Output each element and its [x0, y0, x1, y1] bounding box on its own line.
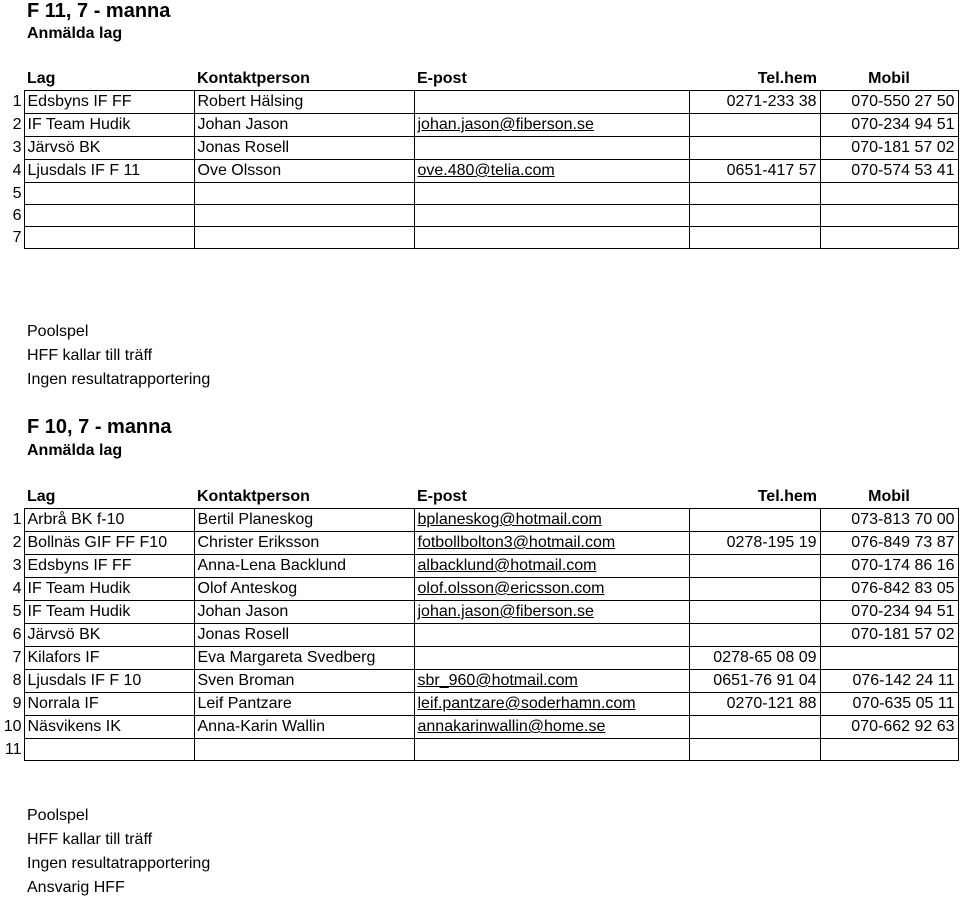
cell-num: 4	[12, 162, 22, 179]
cell-phone	[689, 227, 820, 249]
cell-team: Edsbyns IF FF	[24, 91, 194, 114]
header-mobile: Mobil	[868, 70, 910, 87]
cell-team: Norrala IF	[24, 693, 194, 716]
cell-contact	[194, 205, 414, 227]
cell-contact: Eva Margareta Svedberg	[194, 647, 414, 670]
table-row	[0, 716, 958, 739]
cell-email: bplaneskog@hotmail.com	[414, 509, 689, 532]
header-phone: Tel.hem	[757, 70, 817, 87]
cell-num: 3	[12, 139, 22, 156]
cell-team: Järvsö BK	[24, 137, 194, 160]
section2-note-2: Ingen resultatrapportering	[27, 855, 211, 872]
cell-email	[414, 205, 689, 227]
section2-table	[0, 486, 959, 761]
cell-mobile: 076-142 24 11	[820, 670, 958, 693]
header-phone: Tel.hem	[757, 488, 817, 505]
table-row	[0, 160, 958, 183]
cell-contact: Johan Jason	[194, 601, 414, 624]
cell-email: ove.480@telia.com	[414, 160, 689, 183]
cell-team: Edsbyns IF FF	[24, 555, 194, 578]
section2-note-1: HFF kallar till träff	[27, 831, 153, 848]
cell-phone: 0271-233 38	[689, 91, 820, 114]
cell-email: johan.jason@fiberson.se	[414, 601, 689, 624]
cell-mobile	[820, 183, 958, 205]
cell-mobile: 070-181 57 02	[820, 624, 958, 647]
cell-phone: 0270-121 88	[689, 693, 820, 716]
cell-contact: Christer Eriksson	[194, 532, 414, 555]
cell-phone	[689, 739, 820, 761]
cell-phone: 0278-195 19	[689, 532, 820, 555]
cell-team: Kilafors IF	[24, 647, 194, 670]
cell-num: 7	[12, 649, 22, 666]
header-team: Lag	[27, 488, 56, 505]
section2-title: F 10, 7 - manna	[27, 416, 172, 438]
header-email: E-post	[417, 70, 467, 87]
cell-num: 6	[12, 626, 22, 643]
cell-email	[414, 647, 689, 670]
cell-contact: Olof Anteskog	[194, 578, 414, 601]
cell-num: 2	[12, 534, 22, 551]
section2-note-3: Ansvarig HFF	[27, 879, 125, 896]
cell-mobile: 070-181 57 02	[820, 137, 958, 160]
cell-team: Näsvikens IK	[24, 716, 194, 739]
table-row	[0, 114, 958, 137]
section1-note-2: Ingen resultatrapportering	[27, 371, 211, 388]
cell-phone	[689, 114, 820, 137]
cell-email: olof.olsson@ericsson.com	[414, 578, 689, 601]
cell-mobile: 070-574 53 41	[820, 160, 958, 183]
section2-rows	[0, 509, 958, 761]
section2-subtitle: Anmälda lag	[27, 442, 123, 459]
cell-team	[24, 227, 194, 249]
cell-contact	[194, 227, 414, 249]
cell-num: 7	[12, 228, 22, 246]
cell-email: johan.jason@fiberson.se	[414, 114, 689, 137]
cell-contact	[194, 739, 414, 761]
cell-phone	[689, 183, 820, 205]
cell-team: Ljusdals IF F 10	[24, 670, 194, 693]
cell-email: leif.pantzare@soderhamn.com	[414, 693, 689, 716]
cell-contact	[194, 183, 414, 205]
cell-contact: Jonas Rosell	[194, 624, 414, 647]
section1-note-0: Poolspel	[27, 323, 89, 340]
cell-mobile: 070-174 86 16	[820, 555, 958, 578]
section1-note-1: HFF kallar till träff	[27, 347, 153, 364]
cell-num: 1	[12, 511, 22, 528]
cell-num: 9	[12, 695, 22, 712]
cell-phone	[689, 137, 820, 160]
section2-note-0: Poolspel	[27, 807, 89, 824]
table-row	[0, 532, 958, 555]
cell-mobile: 073-813 70 00	[820, 509, 958, 532]
cell-team: IF Team Hudik	[24, 578, 194, 601]
cell-num: 11	[4, 740, 22, 758]
cell-num: 3	[12, 557, 22, 574]
cell-email	[414, 227, 689, 249]
table-row	[0, 227, 958, 249]
header-email: E-post	[417, 488, 467, 505]
cell-phone	[689, 716, 820, 739]
header-num	[0, 68, 24, 91]
cell-phone	[689, 601, 820, 624]
cell-email: albacklund@hotmail.com	[414, 555, 689, 578]
table-row	[0, 555, 958, 578]
table-row	[0, 739, 958, 761]
cell-team: IF Team Hudik	[24, 114, 194, 137]
section1-rows	[0, 91, 958, 249]
cell-contact: Jonas Rosell	[194, 137, 414, 160]
cell-phone	[689, 509, 820, 532]
table-row	[0, 647, 958, 670]
header-contact: Kontaktperson	[197, 488, 310, 505]
cell-contact: Leif Pantzare	[194, 693, 414, 716]
header-mobile: Mobil	[868, 488, 910, 505]
cell-contact: Anna-Lena Backlund	[194, 555, 414, 578]
cell-team: Ljusdals IF F 11	[24, 160, 194, 183]
cell-num: 6	[12, 206, 22, 224]
cell-email	[414, 739, 689, 761]
cell-contact: Johan Jason	[194, 114, 414, 137]
table-row	[0, 91, 958, 114]
cell-team	[24, 739, 194, 761]
cell-team	[24, 183, 194, 205]
cell-mobile: 070-234 94 51	[820, 601, 958, 624]
section1-header-row	[0, 68, 958, 91]
table-row	[0, 601, 958, 624]
cell-contact: Bertil Planeskog	[194, 509, 414, 532]
cell-email	[414, 137, 689, 160]
section1-subtitle: Anmälda lag	[27, 25, 123, 42]
cell-email	[414, 91, 689, 114]
cell-num: 4	[12, 580, 22, 597]
table-row	[0, 137, 958, 160]
table-row	[0, 509, 958, 532]
cell-phone	[689, 624, 820, 647]
table-row	[0, 578, 958, 601]
cell-num: 5	[12, 603, 22, 620]
cell-mobile	[820, 647, 958, 670]
cell-email	[414, 183, 689, 205]
cell-mobile	[820, 205, 958, 227]
table-row	[0, 624, 958, 647]
cell-num: 8	[12, 672, 22, 689]
cell-phone	[689, 578, 820, 601]
table-row	[0, 693, 958, 716]
header-contact: Kontaktperson	[197, 70, 310, 87]
section2-header-row	[0, 486, 958, 509]
cell-mobile: 076-849 73 87	[820, 532, 958, 555]
table-row	[0, 205, 958, 227]
header-team: Lag	[27, 70, 56, 87]
cell-num: 5	[12, 184, 22, 202]
cell-mobile: 070-662 92 63	[820, 716, 958, 739]
section1-title: F 11, 7 - manna	[27, 0, 171, 22]
cell-num: 1	[12, 93, 22, 110]
section1-table	[0, 68, 959, 249]
cell-phone	[689, 555, 820, 578]
cell-num: 2	[12, 116, 22, 133]
cell-contact: Robert Hälsing	[194, 91, 414, 114]
cell-mobile: 076-842 83 05	[820, 578, 958, 601]
cell-contact: Sven Broman	[194, 670, 414, 693]
cell-mobile	[820, 227, 958, 249]
cell-team: IF Team Hudik	[24, 601, 194, 624]
cell-team: Arbrå BK f-10	[24, 509, 194, 532]
cell-mobile: 070-635 05 11	[820, 693, 958, 716]
cell-mobile: 070-550 27 50	[820, 91, 958, 114]
table-row	[0, 670, 958, 693]
cell-num: 10	[3, 718, 22, 735]
cell-email: fotbollbolton3@hotmail.com	[414, 532, 689, 555]
cell-team: Järvsö BK	[24, 624, 194, 647]
cell-phone	[689, 205, 820, 227]
header-num	[0, 486, 24, 509]
cell-email	[414, 624, 689, 647]
cell-contact: Anna-Karin Wallin	[194, 716, 414, 739]
cell-mobile	[820, 739, 958, 761]
cell-team	[24, 205, 194, 227]
cell-email: sbr_960@hotmail.com	[414, 670, 689, 693]
cell-phone: 0651-76 91 04	[689, 670, 820, 693]
cell-phone: 0278-65 08 09	[689, 647, 820, 670]
table-row	[0, 183, 958, 205]
cell-mobile: 070-234 94 51	[820, 114, 958, 137]
cell-email: annakarinwallin@home.se	[414, 716, 689, 739]
cell-team: Bollnäs GIF FF F10	[24, 532, 194, 555]
cell-phone: 0651-417 57	[689, 160, 820, 183]
cell-contact: Ove Olsson	[194, 160, 414, 183]
